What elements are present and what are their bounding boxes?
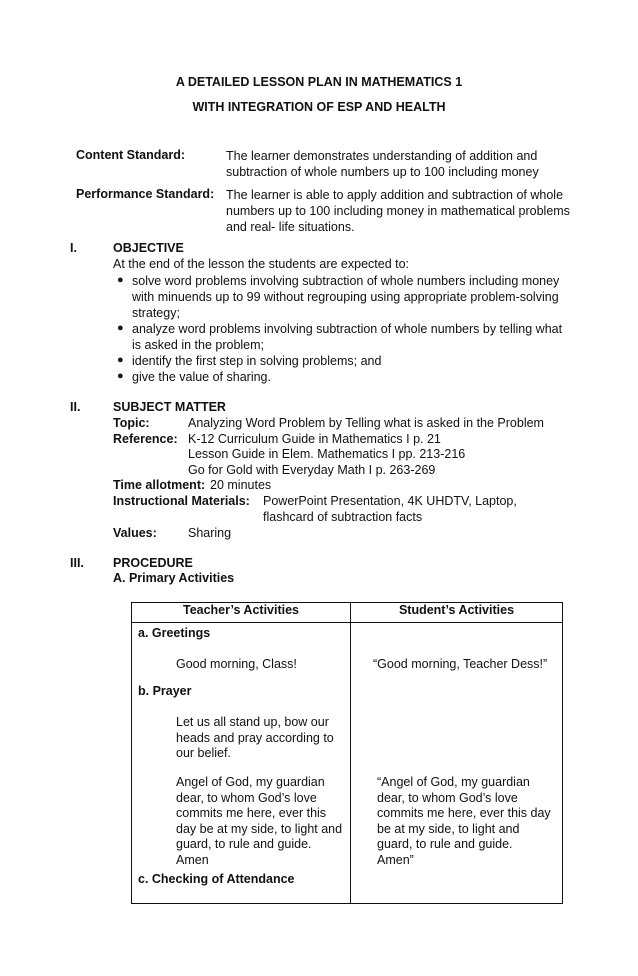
student-column-header: Student’s Activities [351, 603, 563, 623]
text-line: heads and pray according to [176, 730, 334, 745]
values-text: Sharing [188, 526, 232, 540]
bullet-icon: ● [117, 370, 124, 382]
text-line: “Angel of God, my guardian [377, 775, 530, 789]
content-standard-label: Content Standard: [76, 148, 186, 162]
document-subtitle: WITH INTEGRATION OF ESP AND HEALTH [192, 100, 446, 114]
student-cell [351, 623, 563, 904]
document-title: A DETAILED LESSON PLAN IN MATHEMATICS 1 [175, 75, 463, 89]
text-line: Amen [176, 852, 209, 867]
objective-heading: OBJECTIVE [113, 241, 184, 255]
text-line: Amen” [377, 852, 414, 867]
time-value: 20 minutes [210, 478, 272, 492]
table-row [132, 623, 563, 904]
procedure-numeral: III. [70, 556, 84, 570]
reference-item: K-12 Curriculum Guide in Mathematics I p. 21 [188, 432, 441, 446]
reference-item: Lesson Guide in Elem. Mathematics I pp. 213-216 [188, 447, 466, 461]
prayer-instruction [176, 715, 334, 762]
materials-label: Instructional Materials: [113, 494, 250, 508]
text-line: commits me here, ever this [176, 806, 327, 820]
teacher-column-header: Teacher’s Activities [132, 603, 351, 623]
objective-bullet: solve word problems involving subtraction of whole numbers including money with minuends up to 99 without regrouping using appropriate problem-solving strategy; [132, 274, 560, 320]
performance-standard-label: Performance Standard: [76, 187, 215, 201]
prayer-student-text [377, 775, 551, 868]
objective-numeral: I. [70, 241, 77, 255]
greetings-heading: a. Greetings [138, 626, 211, 640]
bullet-icon: ● [117, 322, 124, 334]
greetings-student-text: “Good morning, Teacher Dess!” [373, 657, 548, 671]
table-header-row [132, 603, 563, 623]
objective-intro: At the end of the lesson the students are expected to: [113, 257, 410, 271]
text-line: commits me here, ever this day [377, 806, 551, 820]
text-line: our belief. [176, 746, 231, 760]
topic-label: Topic: [113, 416, 150, 430]
text-line: Let us all stand up, bow our [176, 715, 329, 729]
topic-text: Analyzing Word Problem by Telling what is asked in the Problem [188, 416, 544, 430]
subject-matter-heading: SUBJECT MATTER [113, 400, 226, 414]
text-line: dear, to whom God’s love [176, 790, 317, 805]
objective-bullet: analyze word problems involving subtraction of whole numbers by telling what is asked in the problem; [132, 322, 563, 352]
performance-standard-text: The learner is able to apply addition and subtraction of whole numbers up to 100 including money in mathematical problems and real- life situations. [226, 188, 570, 234]
bullet-icon: ● [117, 354, 124, 366]
objective-bullet: give the value of sharing. [132, 370, 271, 384]
text-line: guard, to rule and guide. [377, 837, 513, 851]
attendance-heading: c. Checking of Attendance [138, 872, 295, 886]
teacher-cell [132, 623, 351, 904]
subject-matter-numeral: II. [70, 400, 81, 414]
text-line: be at my side, to light and [377, 821, 520, 836]
reference-label: Reference: [113, 432, 178, 446]
objective-bullet: identify the first step in solving problems; and [132, 354, 382, 368]
prayer-teacher-text [176, 775, 342, 868]
time-label: Time allotment: [113, 478, 206, 492]
bullet-icon: ● [117, 274, 124, 286]
text-line: dear, to whom God’s love [377, 790, 518, 805]
content-standard-text: The learner demonstrates understanding of addition and subtraction of whole numbers up to 100 including money [226, 149, 539, 179]
materials-line: flashcard of subtraction facts [263, 510, 423, 524]
prayer-heading: b. Prayer [138, 684, 192, 698]
primary-activities-heading: A. Primary Activities [113, 571, 235, 585]
procedure-heading: PROCEDURE [113, 556, 193, 570]
activities-table [131, 602, 563, 904]
values-label: Values: [113, 526, 157, 540]
text-line: guard, to rule and guide. [176, 837, 312, 851]
greetings-teacher-text: Good morning, Class! [176, 657, 297, 671]
text-line: Angel of God, my guardian [176, 775, 325, 789]
materials-line: PowerPoint Presentation, 4K UHDTV, Laptop, [263, 494, 517, 508]
text-line: day be at my side, to light and [176, 821, 343, 836]
reference-item: Go for Gold with Everyday Math I p. 263-269 [188, 463, 436, 477]
